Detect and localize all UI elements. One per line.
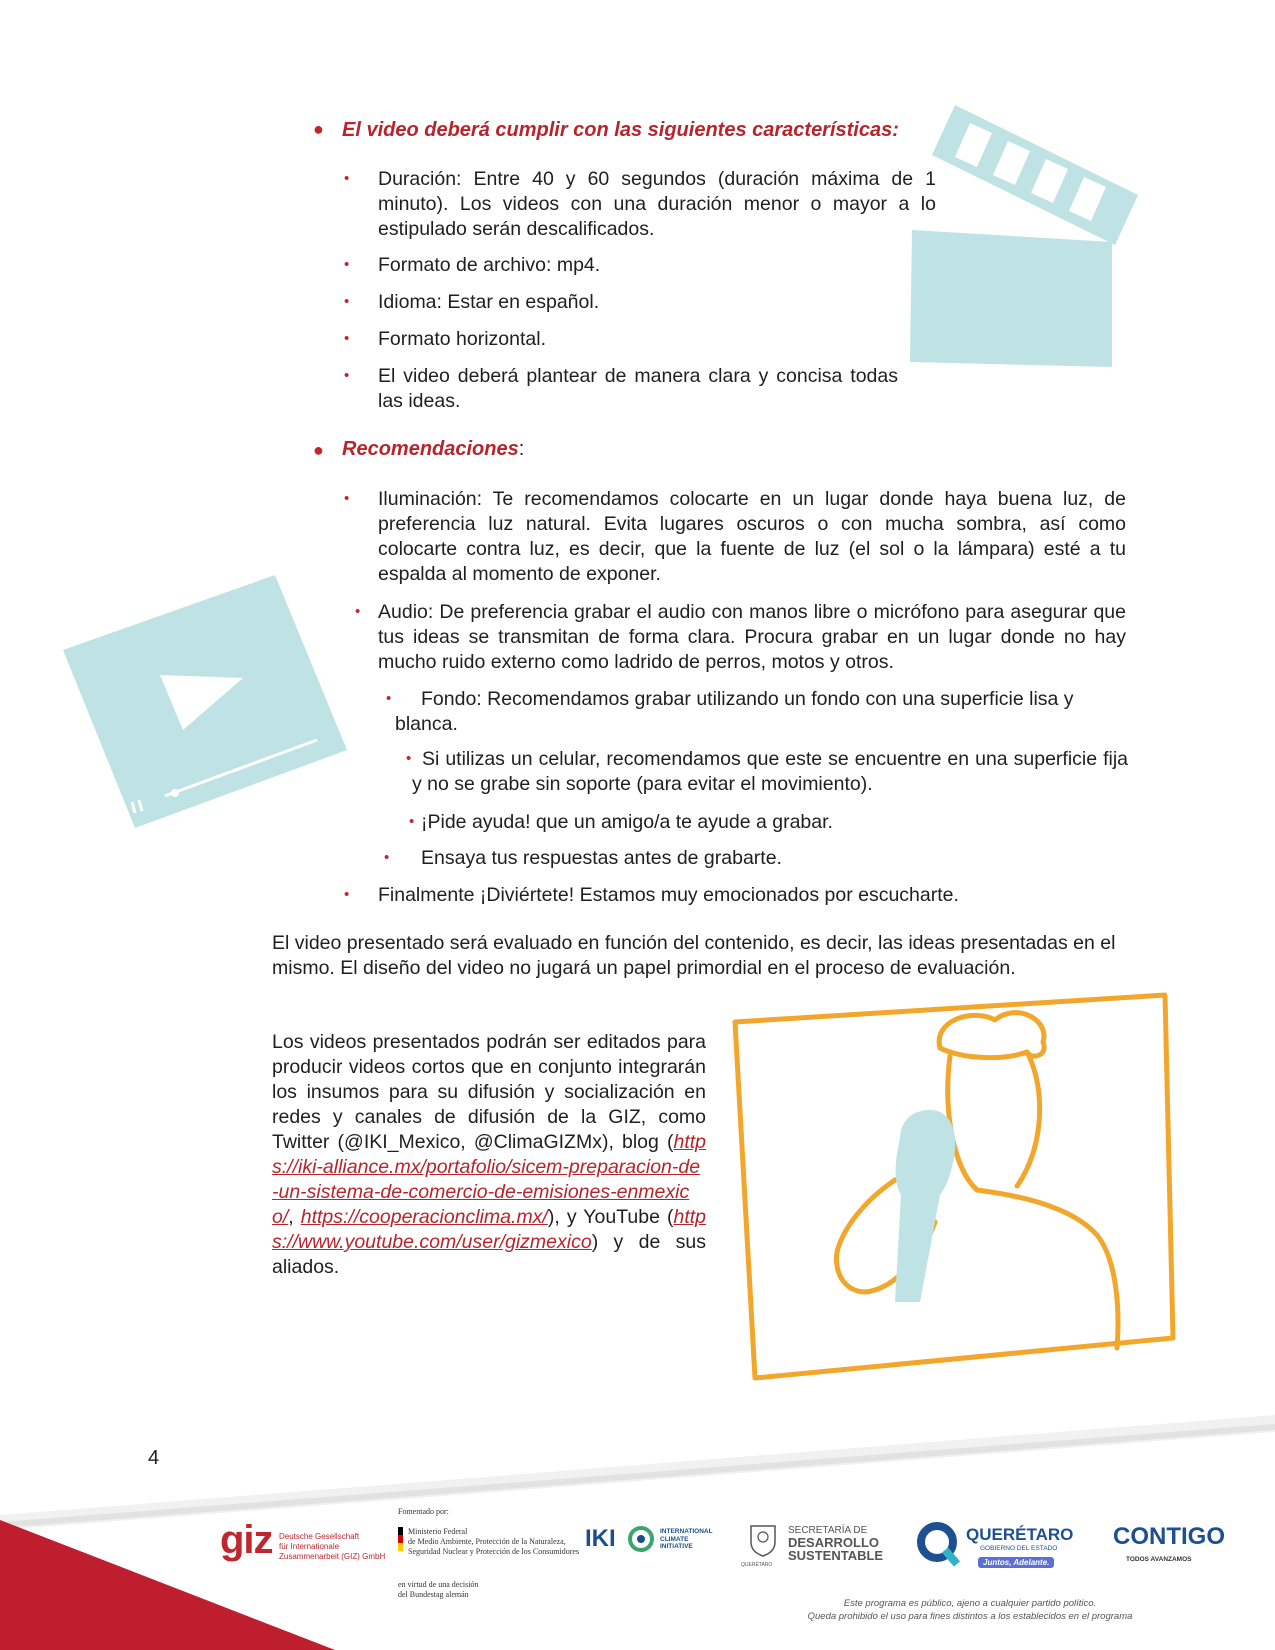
page-number: 4 bbox=[148, 1447, 160, 1469]
iki-circle-icon bbox=[628, 1526, 654, 1552]
blog-link[interactable]: https://iki-alliance.mx/portafolio/sicem-preparacion-de-un-sistema-de-comercio-de-emisiones-enmexico/ bbox=[272, 1131, 706, 1228]
distribution-paragraph bbox=[272, 1030, 706, 1280]
fomentado-label: Fomentado por: bbox=[398, 1507, 449, 1516]
bullet: • bbox=[344, 490, 350, 507]
bullet: • bbox=[344, 170, 350, 187]
video-player-icon bbox=[55, 570, 355, 845]
list-item: Formato horizontal. bbox=[378, 328, 546, 350]
recommendations-heading bbox=[342, 438, 524, 461]
list-item: ¡Pide ayuda! que un amigo/a te ayude a grabar. bbox=[421, 811, 833, 833]
footer-disclaimer bbox=[760, 1597, 1180, 1623]
sds-line: SUSTENTABLE bbox=[788, 1548, 884, 1563]
list-item: Si utilizas un celular, recomendamos que este se encuentre en una superficie fija y no se grabe sin soporte (para evitar el movimiento). bbox=[412, 748, 1128, 795]
iki-line: CLIMATE bbox=[660, 1535, 689, 1543]
iki-line: INITIATIVE bbox=[660, 1543, 693, 1550]
bullet: • bbox=[406, 750, 412, 767]
list-item: Idioma: Estar en español. bbox=[378, 291, 600, 313]
cooperacionclima-link[interactable]: https://cooperacionclima.mx/ bbox=[300, 1206, 548, 1228]
iki-line: INTERNATIONAL bbox=[660, 1528, 713, 1535]
disclaimer-line: Queda prohibido el uso para fines distintos a los establecidos en el programa bbox=[807, 1611, 1133, 1622]
list-item: Fondo: Recomendamos grabar utilizando un fondo con una superficie lisa y blanca. bbox=[395, 688, 1074, 735]
giz-wordmark: giz bbox=[220, 1518, 273, 1562]
bullet: • bbox=[344, 330, 350, 347]
requirements-heading: El video deberá cumplir con las siguientes características: bbox=[342, 119, 899, 141]
iki-text bbox=[660, 1528, 713, 1551]
ministry-line: Ministerio Federal bbox=[408, 1527, 468, 1536]
separator: ), y YouTube ( bbox=[547, 1206, 674, 1228]
list-item: Ensaya tus respuestas antes de grabarte. bbox=[421, 847, 782, 869]
recommendations-title: Recomendaciones bbox=[342, 438, 519, 460]
sds-line: SECRETARÍA DE bbox=[788, 1525, 868, 1536]
list-item: Audio: De preferencia grabar el audio con manos libre o micrófono para asegurar que tus ideas se transmitan de forma clara. Procura grabar en un lugar donde no hay mucho ruido externo como ladrido de perros, motos y otros. bbox=[378, 601, 1126, 673]
bullet: ● bbox=[313, 119, 324, 139]
giz-line: Zusammenarbeit (GIZ) GmbH bbox=[279, 1552, 386, 1561]
clapperboard-icon bbox=[900, 95, 1150, 380]
queretaro-title: QUERÉTARO bbox=[966, 1525, 1074, 1544]
list-item: Finalmente ¡Diviértete! Estamos muy emocionados por escucharte. bbox=[378, 884, 959, 906]
bullet: • bbox=[344, 367, 350, 384]
bullet: • bbox=[344, 886, 350, 903]
list-item: Formato de archivo: mp4. bbox=[378, 254, 601, 276]
sds-text bbox=[788, 1525, 883, 1562]
giz-text bbox=[279, 1532, 385, 1562]
bullet: • bbox=[409, 813, 415, 830]
queretaro-sub: GOBIERNO DEL ESTADO bbox=[980, 1545, 1058, 1552]
iki-logo: IKI bbox=[585, 1525, 616, 1552]
ministry-line: Seguridad Nuclear y Protección de los Consumidores bbox=[408, 1547, 580, 1556]
giz-line: Deutsche Gesellschaft bbox=[279, 1532, 360, 1541]
paragraph-text: Los videos presentados podrán ser editados para producir videos cortos que en conjunto integrarán los insumos para su difusión y socialización en redes y canales de difusión de la GIZ, como Twitter (@IKI_Mexico, @ClimaGIZMx), blog ( bbox=[272, 1031, 706, 1153]
contigo-logo: CONTIGO bbox=[1113, 1523, 1225, 1550]
bundestag-text bbox=[398, 1580, 478, 1600]
queretaro-tag: Juntos, Adelante. bbox=[978, 1557, 1054, 1568]
youtube-link[interactable]: https://www.youtube.com/user/gizmexico bbox=[272, 1206, 706, 1253]
separator: , bbox=[288, 1206, 301, 1228]
queretaro-q-icon bbox=[915, 1520, 963, 1568]
list-item: Duración: Entre 40 y 60 segundos (duración máxima de 1 minuto). Los videos con una duración menor o mayor a lo estipulado serán descalificados. bbox=[378, 168, 936, 240]
giz-line: für Internationale bbox=[279, 1542, 340, 1551]
bundestag-line: del Bundestag alemán bbox=[398, 1590, 469, 1599]
ministry-line: de Medio Ambiente, Protección de la Naturaleza, bbox=[408, 1537, 566, 1546]
bullet: • bbox=[386, 690, 392, 707]
bullet: ● bbox=[313, 440, 324, 460]
sds-small: QUERÉTARO bbox=[741, 1562, 773, 1568]
giz-logo bbox=[220, 1520, 273, 1560]
presenter-illustration bbox=[725, 990, 1185, 1385]
bullet: • bbox=[355, 603, 361, 620]
bullet: • bbox=[344, 293, 350, 310]
paragraph-text: ) y de sus aliados. bbox=[272, 1231, 706, 1278]
evaluation-paragraph: El video presentado será evaluado en función del contenido, es decir, las ideas presentadas en el mismo. El diseño del video no jugará un papel primordial en el proceso de evaluación. bbox=[272, 932, 1116, 979]
contigo-sub: TODOS AVANZAMOS bbox=[1126, 1556, 1192, 1563]
colon: : bbox=[518, 438, 525, 460]
bundestag-line: en virtud de una decisión bbox=[398, 1580, 479, 1589]
bullet: • bbox=[384, 849, 390, 866]
list-item: El video deberá plantear de manera clara y concisa todas las ideas. bbox=[378, 365, 898, 412]
ministry-text bbox=[408, 1527, 579, 1557]
sds-line: DESARROLLO bbox=[788, 1535, 879, 1550]
state-seal-icon bbox=[745, 1520, 781, 1560]
german-flag-icon bbox=[398, 1527, 403, 1551]
bullet: • bbox=[344, 256, 350, 273]
list-item: Iluminación: Te recomendamos colocarte en un lugar donde haya buena luz, de preferencia luz natural. Evita lugares oscuros o con mucha sombra, así como colocarte contra luz, es decir, que la fuente de luz (el sol o la lámpara) esté a tu espalda al momento de exponer. bbox=[378, 488, 1126, 585]
disclaimer-line: Este programa es público, ajeno a cualquier partido político. bbox=[843, 1598, 1097, 1609]
